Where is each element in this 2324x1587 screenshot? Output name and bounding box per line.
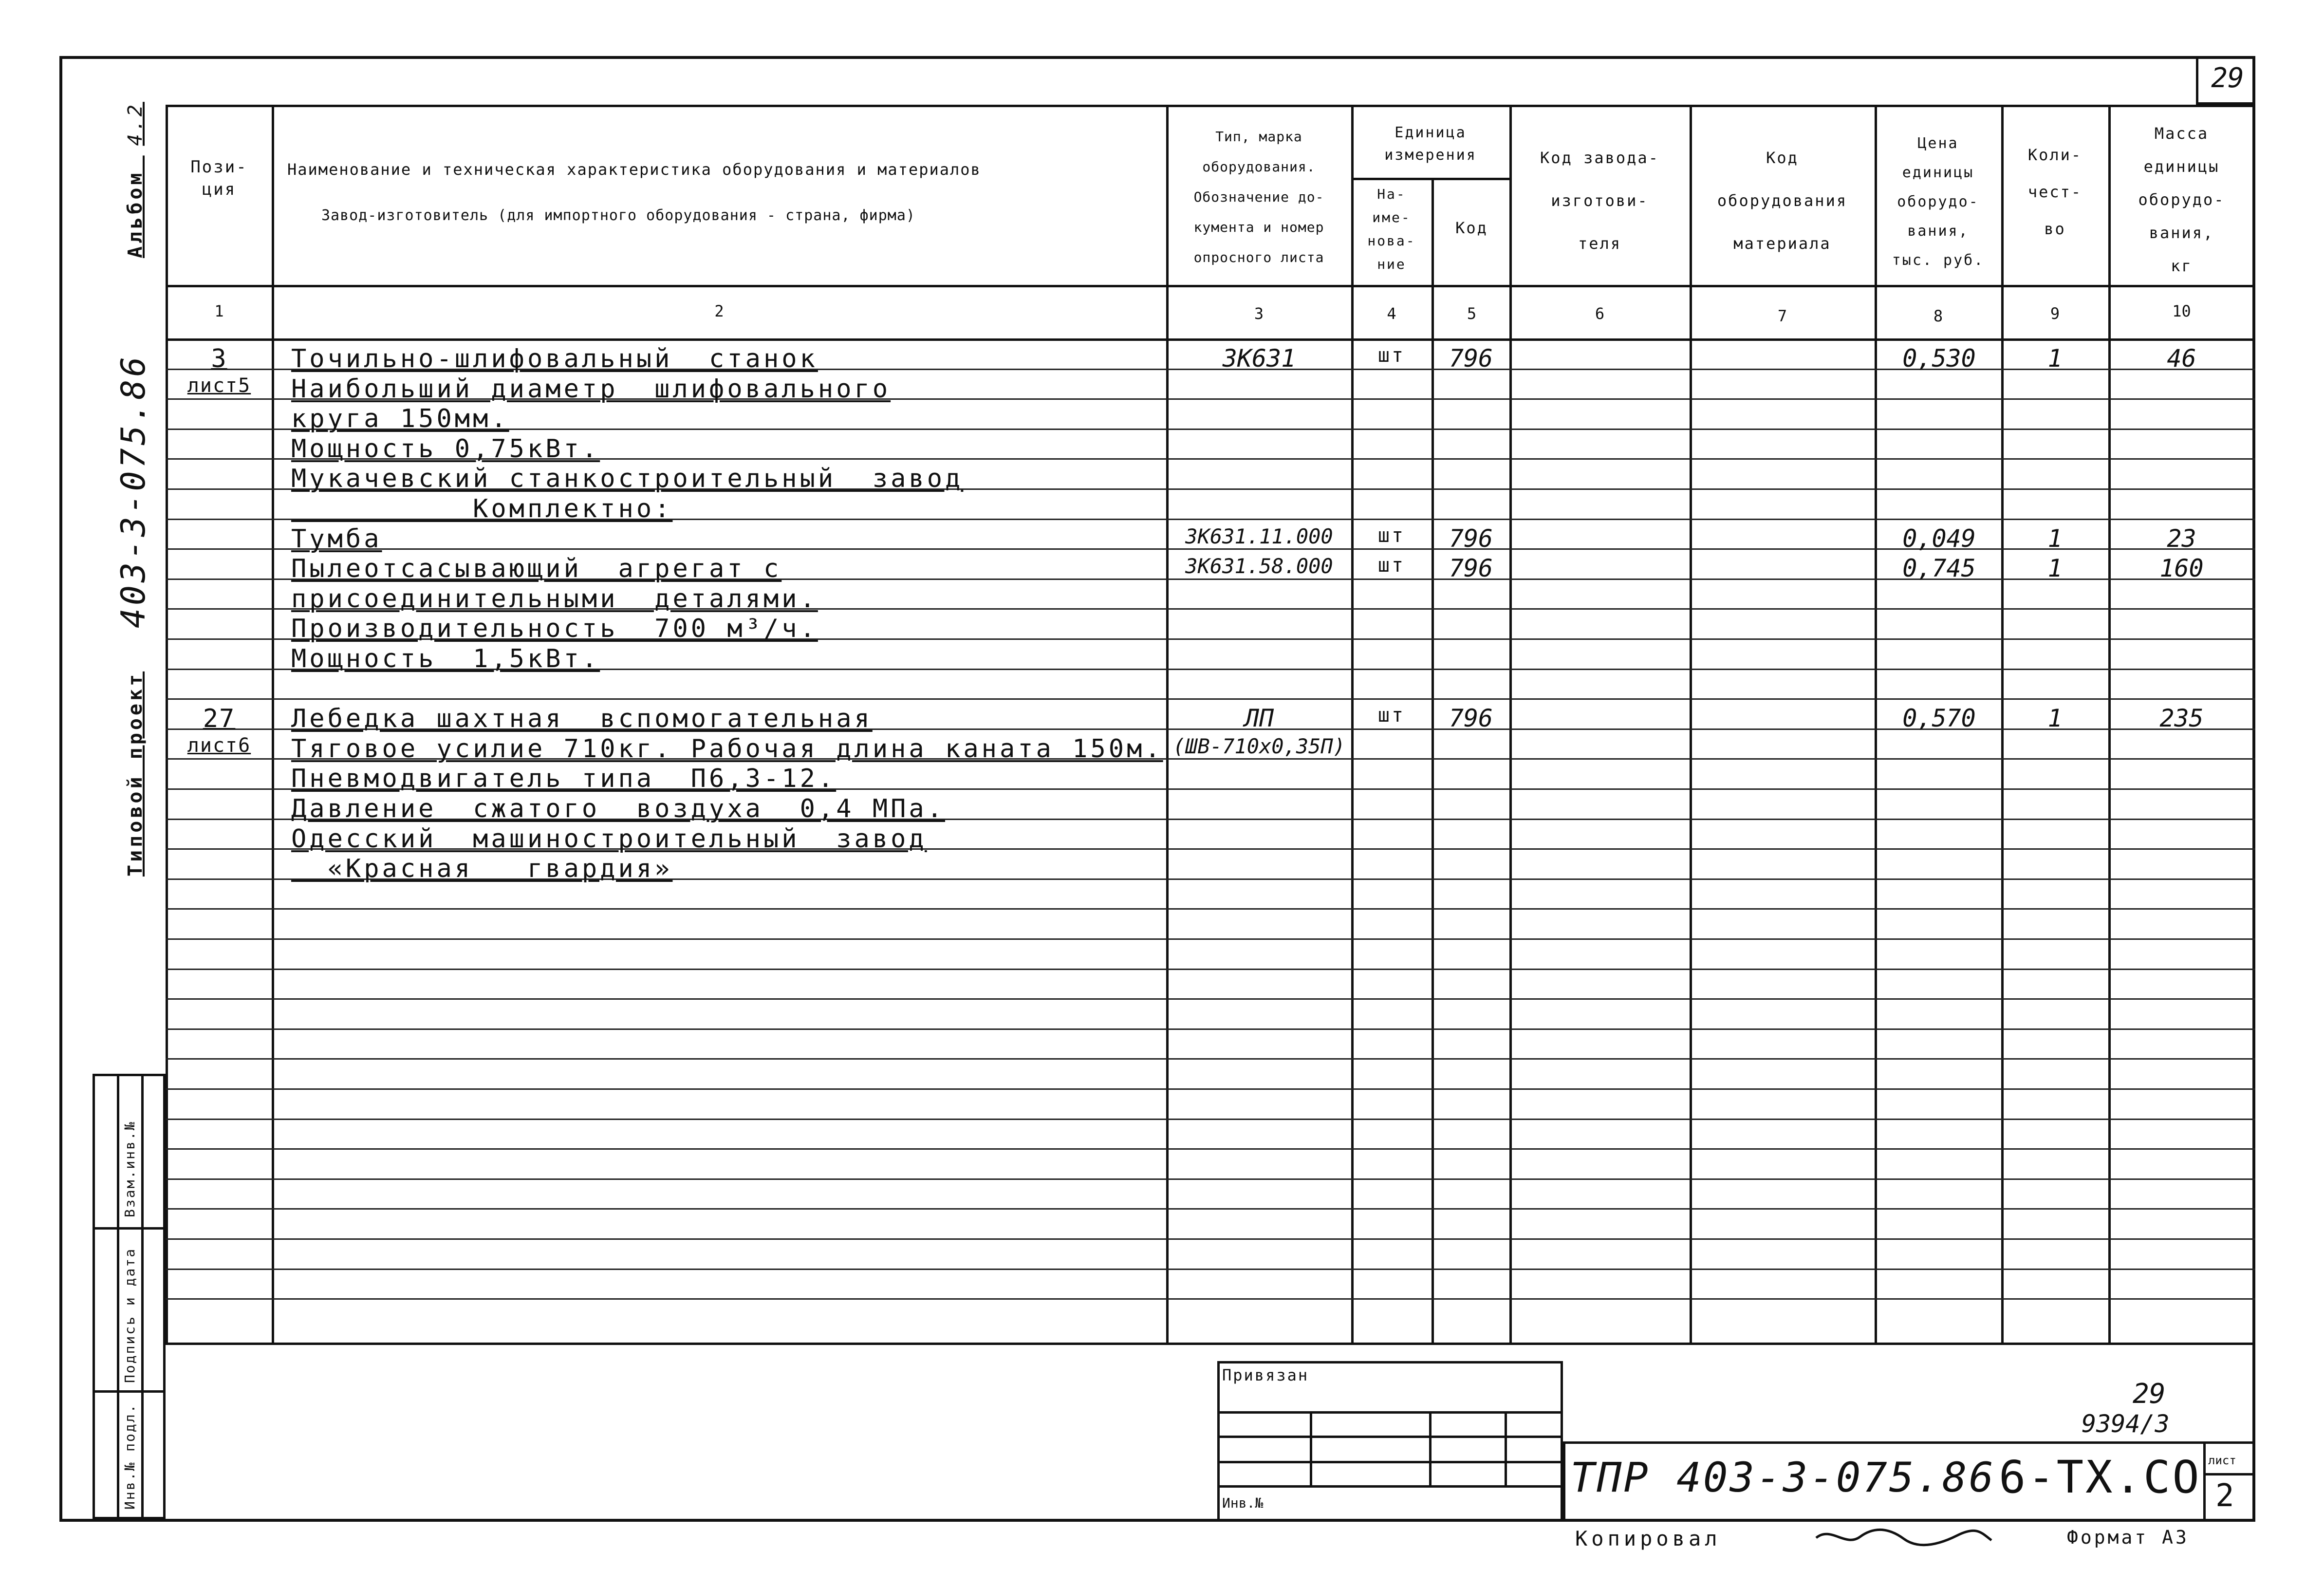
col-number-1: 1	[214, 302, 224, 320]
cell-pos: лист5	[187, 374, 251, 397]
list-number: 2	[2215, 1478, 2234, 1514]
cell-qty: 1	[2047, 704, 2063, 732]
header-factory-code: Код завода- изготови- теля	[1540, 149, 1659, 253]
header-price: Цена единицы оборудо- вания, тыс. руб.	[1892, 135, 1985, 269]
col-number-2: 2	[714, 302, 724, 320]
cell-mass: 235	[2159, 704, 2204, 732]
document-code: ТПР 403-3-075.86	[1570, 1454, 1996, 1501]
cell-unit: шт	[1377, 554, 1406, 577]
row-line	[166, 969, 2255, 970]
cell-code: 796	[1449, 554, 1493, 582]
row-line	[166, 1178, 2255, 1180]
header-equipment-code: Код оборудования материала	[1717, 149, 1848, 253]
privyazan-label: Привязан	[1222, 1366, 1309, 1384]
cell-unit: шт	[1377, 524, 1406, 547]
row-line	[166, 1058, 2255, 1060]
sheet-code: 6-ТХ.СО	[1999, 1451, 2201, 1503]
side-album-label	[124, 102, 147, 258]
cell-name: Тумба	[291, 524, 382, 554]
stamp-signature-date: Подпись и дата	[122, 1247, 138, 1383]
cell-name: Одесский машиностроительный завод	[291, 824, 927, 854]
copier-signature	[1811, 1523, 1996, 1552]
cell-qty: 1	[2047, 554, 2063, 582]
side-project-number: 403-3-075.86	[114, 354, 153, 628]
col-number-9: 9	[2050, 304, 2060, 323]
cell-mass: 160	[2159, 554, 2204, 582]
cell-price: 0,049	[1902, 524, 1976, 553]
cell-price: 0,530	[1902, 344, 1976, 373]
row-line	[166, 1119, 2255, 1120]
col-number-7: 7	[1777, 307, 1787, 325]
page-number: 29	[2211, 62, 2244, 94]
stamp-inv-podl: Инв.№ подл.	[122, 1403, 138, 1510]
col-number-3: 3	[1254, 304, 1264, 323]
cell-pos: 27	[203, 704, 236, 733]
row-line	[166, 1028, 2255, 1030]
cell-type: ЛП	[1244, 704, 1274, 732]
cell-mass: 23	[2167, 524, 2196, 553]
row-line	[166, 1208, 2255, 1210]
project-text: Типовой проект	[124, 671, 147, 877]
album-text: Альбом	[124, 170, 147, 258]
cell-name: Пылеотсасывающий агрегат с	[291, 554, 782, 583]
col-number-6: 6	[1595, 304, 1605, 323]
cell-name: круга 150мм.	[291, 404, 509, 433]
cell-unit: шт	[1377, 704, 1406, 727]
row-line	[166, 938, 2255, 940]
header-unit-code: Код	[1455, 219, 1488, 237]
cell-name: присоединительными деталями.	[291, 584, 818, 614]
header-quantity: Коли- чест- во	[2027, 146, 2082, 238]
row-line	[166, 998, 2255, 1000]
row-line	[166, 1088, 2255, 1090]
cell-name: Наибольший диаметр шлифовального	[291, 374, 891, 404]
cell-name: Мукачевский станкостроительный завод	[291, 464, 964, 493]
cell-price: 0,570	[1902, 704, 1976, 732]
col-number-10: 10	[2172, 302, 2191, 320]
cell-unit: шт	[1377, 344, 1406, 367]
cell-pos: 3	[211, 344, 227, 373]
row-line	[166, 1238, 2255, 1240]
header-unit: Единица измерения	[1384, 124, 1477, 164]
header-mass: Масса единицы оборудо- вания, кг	[2138, 124, 2225, 275]
cell-name: Тяговое усилие 710кг. Рабочая длина каната 150м.	[291, 734, 1163, 764]
cell-code: 796	[1449, 704, 1493, 732]
cell-type: (ШВ-710х0,35П)	[1172, 734, 1345, 758]
header-name-line1: Наименование и техническая характеристика оборудования и материалов	[287, 160, 981, 179]
side-project-label	[124, 672, 147, 877]
cell-name: Производительность 700 м³/ч.	[291, 614, 818, 643]
cell-type: 3К631.11.000	[1185, 524, 1333, 548]
cell-name: Комплектно:	[291, 494, 673, 523]
col-number-8: 8	[1933, 307, 1943, 325]
cell-qty: 1	[2047, 524, 2063, 553]
handwritten-reference: 9394/3	[2082, 1410, 2170, 1438]
cell-code: 796	[1449, 344, 1493, 373]
cell-name: Мощность 0,75кВт.	[291, 434, 600, 464]
cell-name: Точильно-шлифовальный станок	[291, 344, 818, 373]
cell-name: «Красная гвардия»	[291, 854, 673, 883]
list-label: лист	[2208, 1454, 2236, 1467]
cell-pos: лист6	[187, 734, 251, 757]
row-line	[166, 1148, 2255, 1150]
header-type: Тип, марка оборудования. Обозначение до- кумента и номер опросного листа	[1193, 129, 1324, 265]
row-line	[166, 698, 2255, 700]
cell-qty: 1	[2047, 344, 2063, 373]
cell-name: Пневмодвигатель типа П6,3-12.	[291, 764, 837, 793]
header-position: Пози- ция	[190, 157, 248, 199]
cell-name: Давление сжатого воздуха 0,4 МПа.	[291, 794, 946, 823]
copied-label: Копировал	[1575, 1527, 1721, 1550]
row-line	[166, 1298, 2255, 1300]
row-line	[166, 1269, 2255, 1270]
cell-type: 3К631	[1222, 344, 1296, 373]
col-number-5: 5	[1467, 304, 1477, 323]
cell-name: Мощность 1,5кВт.	[291, 644, 600, 673]
cell-price: 0,745	[1902, 554, 1976, 582]
privyazan-block	[1217, 1361, 1563, 1522]
cell-code: 796	[1449, 524, 1493, 553]
format-label: Формат А3	[2067, 1527, 2189, 1548]
stamp-vzam-inv: Взам.инв.№	[122, 1120, 138, 1217]
cell-type: 3К631.58.000	[1185, 554, 1333, 578]
album-number: 4.2	[124, 102, 147, 146]
inv-no-label: Инв.№	[1222, 1495, 1264, 1511]
cell-mass: 46	[2167, 344, 2196, 373]
col-number-4: 4	[1387, 304, 1396, 323]
header-name-line2: Завод-изготовитель (для импортного оборудования - страна, фирма)	[321, 207, 915, 224]
row-line	[166, 908, 2255, 910]
header-unit-name: На- име- нова- ние	[1367, 186, 1416, 272]
cell-name: Лебедка шахтная вспомогательная	[291, 704, 873, 733]
handwritten-number: 29	[2133, 1378, 2166, 1410]
